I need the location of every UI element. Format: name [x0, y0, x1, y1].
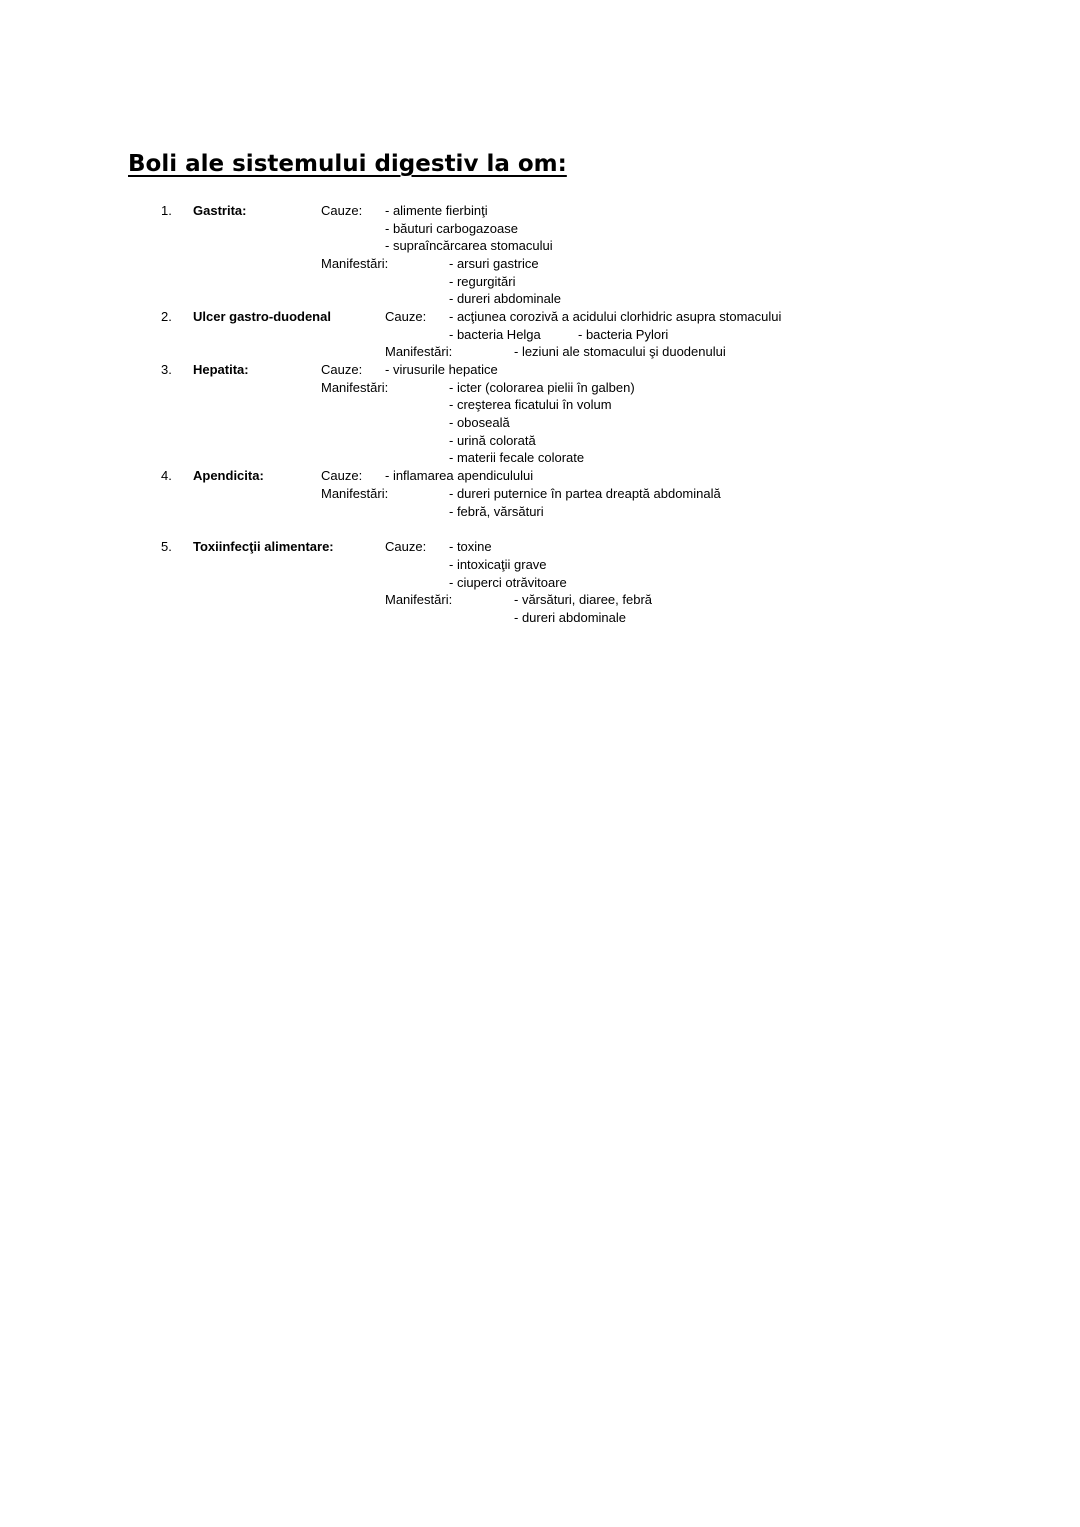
page-title: Boli ale sistemului digestiv la om: [128, 151, 567, 177]
manifestation-item: - febră, vărsături [449, 504, 544, 519]
item-number: 3. [161, 362, 172, 377]
manifestation-item: - vărsături, diaree, febră [514, 592, 653, 607]
causes-label: Cauze: [321, 362, 363, 377]
cause-item: - bacteria Helga [449, 327, 541, 342]
manifestations-label: Manifestări: [385, 592, 453, 607]
cause-item: - bacteria Pylori [578, 327, 669, 342]
cause-item: - alimente fierbinţi [385, 203, 488, 218]
disease-name: Apendicita: [193, 468, 264, 483]
manifestations-label: Manifestări: [321, 256, 389, 271]
cause-item: - virusurile hepatice [385, 362, 498, 377]
disease-name: Ulcer gastro-duodenal [193, 309, 331, 324]
manifestation-item: - dureri abdominale [514, 610, 627, 625]
cause-item: - ciuperci otrăvitoare [449, 575, 567, 590]
item-number: 1. [161, 203, 172, 218]
disease-name: Hepatita: [193, 362, 249, 377]
item-number: 4. [161, 468, 172, 483]
manifestation-item: - materii fecale colorate [449, 450, 585, 465]
item-number: 2. [161, 309, 172, 324]
causes-label: Cauze: [385, 539, 427, 554]
causes-label: Cauze: [321, 468, 363, 483]
cause-item: - inflamarea apendiculului [385, 468, 534, 483]
manifestation-item: - oboseală [449, 415, 510, 430]
cause-item: - toxine [449, 539, 492, 554]
manifestations-label: Manifestări: [321, 486, 389, 501]
manifestation-item: - dureri puternice în partea dreaptă abdominală [449, 486, 721, 501]
disease-name: Toxiinfecţii alimentare: [193, 539, 334, 554]
manifestation-item: - regurgitări [449, 274, 516, 289]
manifestation-item: - creşterea ficatului în volum [449, 397, 612, 412]
causes-label: Cauze: [321, 203, 363, 218]
cause-item: - acţiunea corozivă a acidului clorhidric asupra stomacului [449, 309, 782, 324]
causes-label: Cauze: [385, 309, 427, 324]
disease-name: Gastrita: [193, 203, 247, 218]
manifestations-label: Manifestări: [321, 380, 389, 395]
manifestation-item: - leziuni ale stomacului şi duodenului [514, 344, 726, 359]
manifestation-item: - dureri abdominale [449, 291, 562, 306]
manifestation-item: - urină colorată [449, 433, 536, 448]
manifestations-label: Manifestări: [385, 344, 453, 359]
cause-item: - supraîncărcarea stomacului [385, 238, 553, 253]
manifestation-item: - icter (colorarea pielii în galben) [449, 380, 635, 395]
item-number: 5. [161, 539, 172, 554]
manifestation-item: - arsuri gastrice [449, 256, 539, 271]
cause-item: - intoxicaţii grave [449, 557, 547, 572]
cause-item: - băuturi carbogazoase [385, 221, 518, 236]
